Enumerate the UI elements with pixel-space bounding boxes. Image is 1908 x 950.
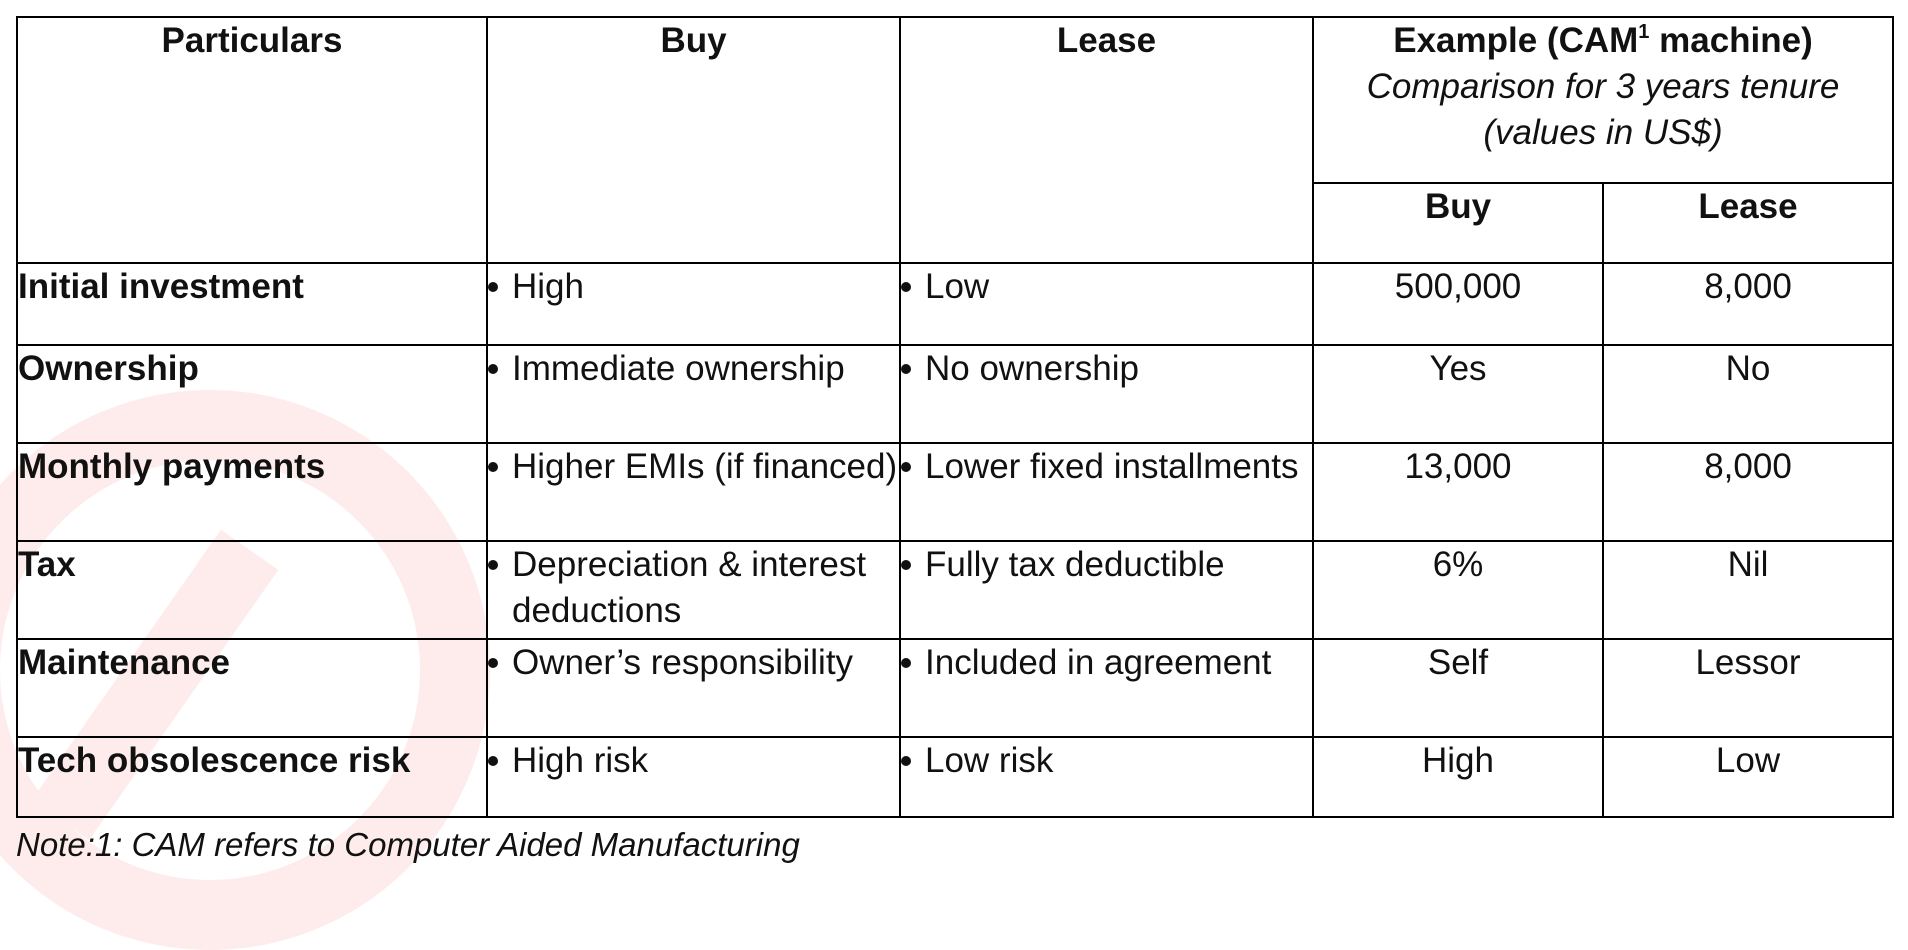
header-example-lease: Lease: [1603, 183, 1893, 263]
buy-cell: [487, 541, 900, 639]
lease-text: Lower fixed installments: [925, 447, 1299, 486]
bullet-icon: [488, 462, 498, 472]
buy-text: Owner’s responsibility: [512, 643, 854, 682]
buy-cell: [487, 443, 900, 541]
header-particulars: Particulars: [17, 17, 487, 263]
document-page: [16, 16, 1894, 868]
row-label: Monthly payments: [17, 443, 487, 541]
lease-text: Fully tax deductible: [925, 545, 1225, 584]
bullet-icon: [488, 364, 498, 374]
bullet-icon: [901, 560, 911, 570]
buy-cell: [487, 345, 900, 443]
row-label: Tech obsolescence risk: [17, 737, 487, 817]
table-row: [17, 345, 1893, 443]
footnote-marker: 1: [1638, 21, 1650, 43]
buy-cell: [487, 737, 900, 817]
bullet-icon: [488, 282, 498, 292]
header-example-buy: Buy: [1313, 183, 1603, 263]
lease-cell: [900, 639, 1313, 737]
table-row: [17, 263, 1893, 345]
buy-cell: [487, 263, 900, 345]
example-title: Example (CAM$^1$ machine): [1393, 21, 1813, 60]
lease-text: No ownership: [925, 349, 1139, 388]
buy-text: Immediate ownership: [512, 349, 845, 388]
row-label: Maintenance: [17, 639, 487, 737]
example-buy-value: High: [1313, 737, 1603, 817]
buy-text: High risk: [512, 741, 649, 780]
buy-text: Higher EMIs (if financed): [512, 447, 898, 486]
example-subtitle-line2: (values in US$): [1483, 113, 1723, 152]
buy-cell: [487, 639, 900, 737]
bullet-icon: [488, 560, 498, 570]
example-subtitle-line1: Comparison for 3 years tenure: [1366, 67, 1840, 106]
table-row: [17, 443, 1893, 541]
example-buy-value: 500,000: [1313, 263, 1603, 345]
bullet-icon: [901, 756, 911, 766]
bullet-icon: [901, 364, 911, 374]
example-buy-value: Self: [1313, 639, 1603, 737]
footnote: Note:1: CAM refers to Computer Aided Manufacturing: [16, 826, 800, 863]
example-lease-value: No: [1603, 345, 1893, 443]
example-lease-value: 8,000: [1603, 263, 1893, 345]
header-lease: Lease: [900, 17, 1313, 263]
example-buy-value: Yes: [1313, 345, 1603, 443]
bullet-icon: [901, 462, 911, 472]
lease-text: Low: [925, 267, 990, 306]
example-lease-value: Lessor: [1603, 639, 1893, 737]
lease-cell: [900, 737, 1313, 817]
header-buy: Buy: [487, 17, 900, 263]
example-lease-value: Nil: [1603, 541, 1893, 639]
buy-text: Depreciation & interest deductions: [512, 545, 867, 630]
example-buy-value: 6%: [1313, 541, 1603, 639]
table-row: [17, 737, 1893, 817]
lease-cell: [900, 443, 1313, 541]
table-row: [17, 541, 1893, 639]
lease-cell: [900, 541, 1313, 639]
example-lease-value: Low: [1603, 737, 1893, 817]
lease-cell: [900, 263, 1313, 345]
example-lease-value: 8,000: [1603, 443, 1893, 541]
row-label: Initial investment: [17, 263, 487, 345]
table-row: [17, 639, 1893, 737]
row-label: Ownership: [17, 345, 487, 443]
lease-cell: [900, 345, 1313, 443]
bullet-icon: [901, 282, 911, 292]
row-label: Tax: [17, 541, 487, 639]
example-buy-value: 13,000: [1313, 443, 1603, 541]
buy-vs-lease-table: [16, 16, 1894, 818]
header-example: [1313, 17, 1893, 183]
buy-text: High: [512, 267, 584, 306]
bullet-icon: [901, 658, 911, 668]
bullet-icon: [488, 658, 498, 668]
lease-text: Included in agreement: [925, 643, 1272, 682]
bullet-icon: [488, 756, 498, 766]
lease-text: Low risk: [925, 741, 1054, 780]
